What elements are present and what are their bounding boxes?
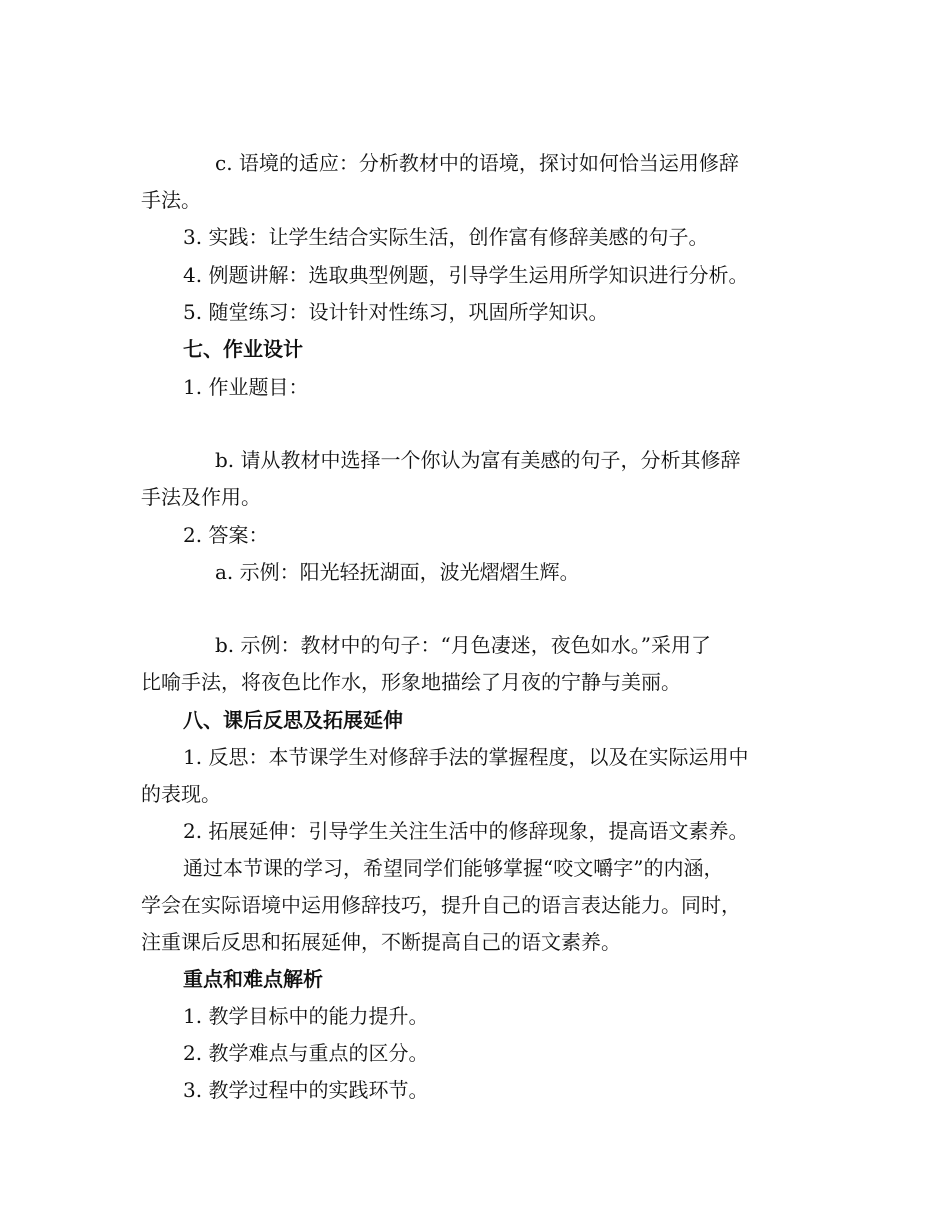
paragraph-line: 手法及作用。	[141, 485, 261, 509]
paragraph-line: 注重课后反思和拓展延伸，不断提高自己的语文素养。	[141, 930, 621, 954]
list-item: 5. 随堂练习：设计针对性练习，巩固所学知识。	[183, 300, 609, 324]
list-item: 2. 拓展延伸：引导学生关注生活中的修辞现象，提高语文素养。	[183, 819, 749, 843]
paragraph-line: 通过本节课的学习，希望同学们能够掌握“咬文嚼字”的内涵，	[183, 856, 724, 880]
section-heading: 七、作业设计	[183, 337, 303, 361]
list-item: 2. 答案：	[183, 523, 269, 547]
paragraph-line: 学会在实际语境中运用修辞技巧，提升自己的语言表达能力。同时，	[141, 893, 741, 917]
paragraph-line: 比喻手法，将夜色比作水，形象地描绘了月夜的宁静与美丽。	[141, 670, 681, 694]
list-item: 3. 实践：让学生结合实际生活，创作富有修辞美感的句子。	[183, 225, 709, 249]
section-heading: 重点和难点解析	[183, 967, 323, 991]
paragraph-line: 的表现。	[141, 782, 221, 806]
list-item: 3. 教学过程中的实践环节。	[183, 1078, 429, 1102]
list-item: 4. 例题讲解：选取典型例题，引导学生运用所学知识进行分析。	[183, 263, 749, 287]
paragraph-line: b. 示例：教材中的句子：“月色凄迷，夜色如水。”采用了	[215, 633, 711, 657]
list-item: 1. 反思：本节课学生对修辞手法的掌握程度，以及在实际运用中	[183, 745, 749, 769]
paragraph-line: 手法。	[141, 188, 201, 212]
paragraph-line: b. 请从教材中选择一个你认为富有美感的句子，分析其修辞	[215, 448, 741, 472]
list-item: 2. 教学难点与重点的区分。	[183, 1041, 429, 1065]
paragraph-line: a. 示例：阳光轻抚湖面，波光熠熠生辉。	[215, 560, 580, 584]
paragraph-line: c. 语境的适应：分析教材中的语境，探讨如何恰当运用修辞	[215, 151, 739, 175]
list-item: 1. 作业题目：	[183, 375, 309, 399]
section-heading: 八、课后反思及拓展延伸	[183, 708, 403, 732]
list-item: 1. 教学目标中的能力提升。	[183, 1004, 429, 1028]
